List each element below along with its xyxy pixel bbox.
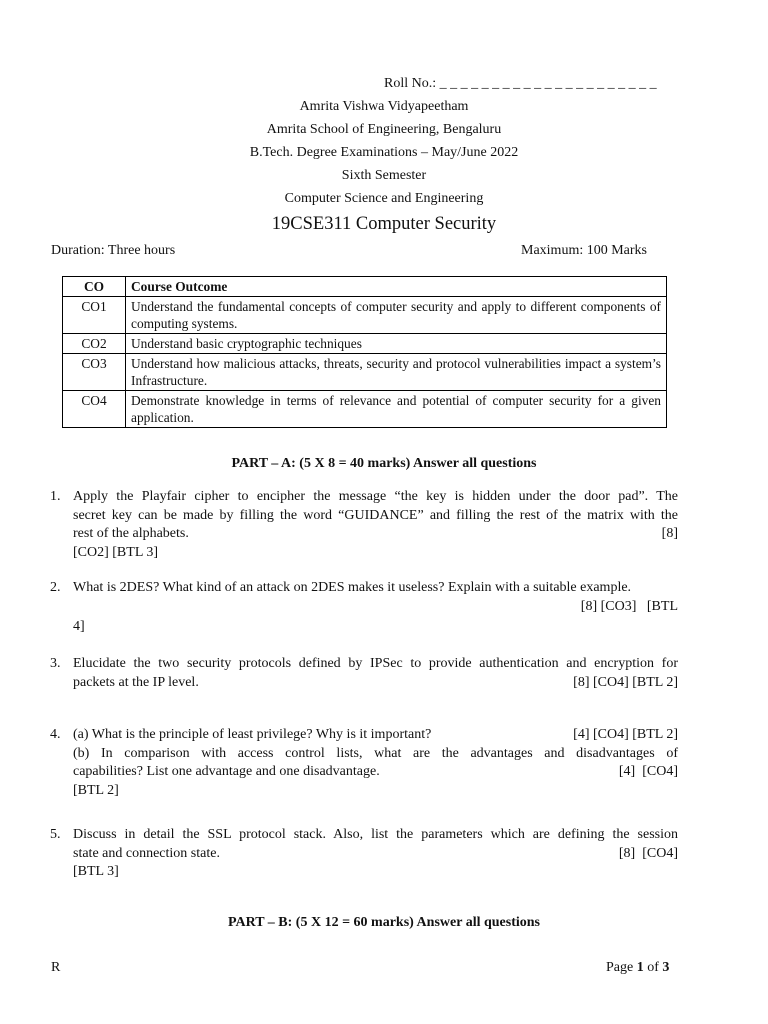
maximum-marks: Maximum: 100 Marks: [521, 243, 647, 258]
roll-number-line: Roll No.: _ _ _ _ _ _ _ _ _ _ _ _ _ _ _ _ _ _ _ _ _: [384, 76, 657, 91]
question-number: 2.: [50, 580, 61, 595]
question-number: 4.: [50, 727, 61, 742]
btl-tag: [BTL: [646, 598, 678, 614]
table-row: [63, 297, 667, 334]
question-text: packets at the IP level.: [73, 674, 199, 690]
question-text-line: [73, 726, 678, 745]
co-btl-tags: [4] [CO4] [BTL 2]: [573, 727, 678, 742]
question-text: capabilities? List one advantage and one disadvantage.: [73, 764, 380, 780]
question-number: 3.: [50, 656, 61, 671]
question-4: [50, 726, 678, 800]
marks-label: [8]: [661, 526, 678, 542]
btl-tag: [BTL 3]: [73, 864, 119, 880]
outcome-cell: Understand the fundamental concepts of computer security and apply to different components of computing systems.: [126, 297, 667, 334]
page-of: of: [643, 960, 663, 975]
question-text: rest of the alphabets.: [73, 526, 189, 542]
question-text-line: [73, 845, 678, 864]
question-text: (a) What is the principle of least privilege? Why is it important?: [73, 727, 432, 742]
question-text-line: Apply the Playfair cipher to encipher the message “the key is hidden under the door pad”. The: [73, 489, 678, 504]
co-cell: CO1: [63, 297, 126, 334]
outcome-cell: Demonstrate knowledge in terms of relevance and potential of computer security for a given application.: [126, 391, 667, 428]
page-prefix: Page: [606, 960, 637, 975]
table-row: [63, 354, 667, 391]
part-b-heading: PART – B: (5 X 12 = 60 marks) Answer all questions: [227, 915, 540, 930]
question-number: 5.: [50, 827, 61, 842]
table-header-row: [63, 277, 667, 297]
question-text: state and connection state.: [73, 845, 220, 861]
outcome-cell: Understand basic cryptographic techniques: [126, 334, 667, 354]
co-btl-tags: [4] [CO4]: [618, 764, 678, 780]
semester: Sixth Semester: [341, 168, 427, 183]
total-pages: 3: [662, 960, 670, 975]
question-5: [50, 826, 678, 882]
question-text-line: [73, 525, 678, 544]
btl-tag: [BTL 2]: [73, 782, 119, 798]
question-text-line: 4]: [73, 619, 85, 635]
part-a-heading: PART – A: (5 X 8 = 40 marks) Answer all questions: [231, 456, 537, 471]
co-cell: CO2: [63, 334, 126, 354]
co-btl-tags: [73, 598, 678, 617]
question-text-line: What is 2DES? What kind of an attack on 2DES makes it useless? Explain with a suitable example.: [73, 580, 632, 595]
university-name: Amrita Vishwa Vidyapeetham: [299, 99, 469, 114]
marks-label: [8]: [580, 598, 598, 614]
table-row: [63, 391, 667, 428]
co-cell: CO4: [63, 391, 126, 428]
outcome-cell: Understand how malicious attacks, threats, security and protocol vulnerabilities impact a system’s Infrastructure.: [126, 354, 667, 391]
co-column-header: CO: [63, 277, 126, 297]
co-tag: [CO3]: [600, 598, 637, 614]
duration: Duration: Three hours: [51, 243, 176, 258]
exam-name: B.Tech. Degree Examinations – May/June 2022: [249, 145, 519, 160]
footer-code: R: [51, 960, 61, 975]
question-text-line: (b) In comparison with access control lists, what are the advantages and disadvantages of: [73, 745, 678, 761]
course-outcome-table: [62, 276, 667, 428]
question-1: [50, 488, 678, 562]
question-3: [50, 655, 678, 692]
question-text-line: Discuss in detail the SSL protocol stack. Also, list the parameters which are defining the session: [73, 827, 678, 842]
table-row: [63, 334, 667, 354]
question-text-line: [73, 674, 678, 693]
co-btl-tags: [8] [CO4]: [618, 845, 678, 861]
question-number: 1.: [50, 489, 61, 504]
co-btl-tags: [8] [CO4] [BTL 2]: [573, 674, 678, 690]
co-btl-tags: [CO2] [BTL 3]: [73, 544, 159, 560]
outcome-column-header: Course Outcome: [126, 277, 667, 297]
co-cell: CO3: [63, 354, 126, 391]
question-text-line: secret key can be made by filling the word “GUIDANCE” and filling the rest of the matrix with the: [73, 507, 678, 523]
school-name: Amrita School of Engineering, Bengaluru: [266, 122, 502, 137]
question-text-line: [73, 763, 678, 782]
question-text-line: Elucidate the two security protocols defined by IPSec to provide authentication and encryption for: [73, 656, 678, 671]
current-page: 1: [636, 960, 644, 975]
department: Computer Science and Engineering: [284, 191, 484, 206]
question-2: [50, 579, 678, 637]
course-title: 19CSE311 Computer Security: [271, 214, 497, 234]
page-number: [606, 960, 669, 976]
